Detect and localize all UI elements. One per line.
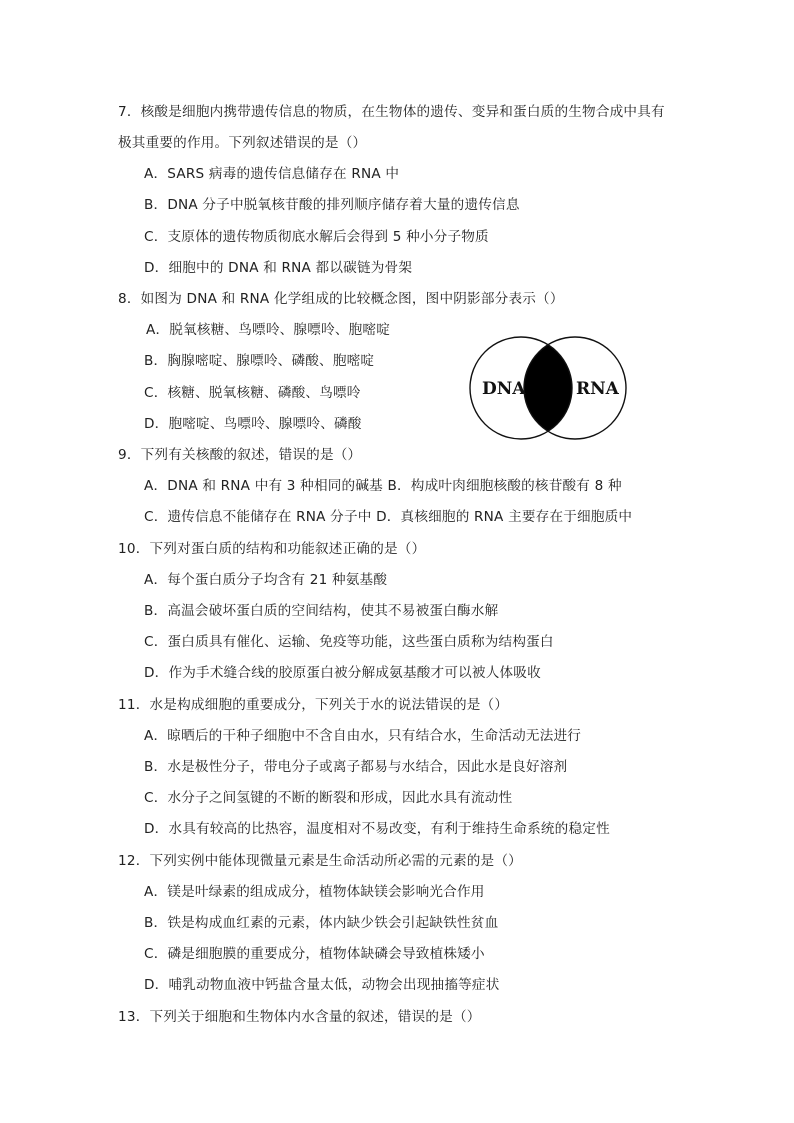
q11-option-c: C．水分子之间氢键的不断的断裂和形成，因此水具有流动性 <box>144 790 513 806</box>
q10-option-d: D．作为手术缝合线的胶原蛋白被分解成氨基酸才可以被人体吸收 <box>144 665 541 681</box>
q8-option-b: B．胸腺嘧啶、腺嘌呤、磷酸、胞嘧啶 <box>144 353 375 369</box>
q9-options-line-1: A．DNA 和 RNA 中有 3 种相同的碱基 B．构成叶肉细胞核酸的核苷酸有 8 种 <box>144 478 622 494</box>
dna-rna-venn-diagram <box>468 334 628 442</box>
q9-options-line-2: C．遗传信息不能储存在 RNA 分子中 D．真核细胞的 RNA 主要存在于细胞质中 <box>144 509 633 525</box>
rna-label: RNA <box>576 379 619 399</box>
q12-stem: 12．下列实例中能体现微量元素是生命活动所必需的元素的是（） <box>118 853 522 869</box>
q9-stem: 9．下列有关核酸的叙述，错误的是（） <box>118 447 362 463</box>
q10-option-c: C．蛋白质具有催化、运输、免疫等功能，这些蛋白质称为结构蛋白 <box>144 634 554 650</box>
q12-option-b: B．铁是构成血红素的元素，体内缺少铁会引起缺铁性贫血 <box>144 915 499 931</box>
q10-option-b: B．高温会破坏蛋白质的空间结构，使其不易被蛋白酶水解 <box>144 603 499 619</box>
q8-option-a: A．脱氧核糖、鸟嘌呤、腺嘌呤、胞嘧啶 <box>146 322 390 338</box>
q12-option-c: C．磷是细胞膜的重要成分，植物体缺磷会导致植株矮小 <box>144 946 485 962</box>
q8-option-c: C．核糖、脱氧核糖、磷酸、鸟嘌呤 <box>144 385 361 401</box>
q7-stem-line-2: 极其重要的作用。下列叙述错误的是（） <box>118 135 367 151</box>
q11-option-d: D．水具有较高的比热容，温度相对不易改变，有利于维持生命系统的稳定性 <box>144 821 610 837</box>
q10-stem: 10．下列对蛋白质的结构和功能叙述正确的是（） <box>118 541 426 557</box>
q7-option-b: B．DNA 分子中脱氧核苷酸的排列顺序储存着大量的遗传信息 <box>144 197 520 213</box>
q7-option-d: D．细胞中的 DNA 和 RNA 都以碳链为骨架 <box>144 260 413 276</box>
q8-stem: 8．如图为 DNA 和 RNA 化学组成的比较概念图，图中阴影部分表示（） <box>118 291 564 307</box>
q10-option-a: A．每个蛋白质分子均含有 21 种氨基酸 <box>144 572 388 588</box>
q11-stem: 11．水是构成细胞的重要成分，下列关于水的说法错误的是（） <box>118 697 509 713</box>
q8-option-d: D．胞嘧啶、鸟嘌呤、腺嘌呤、磷酸 <box>144 416 362 432</box>
q12-option-d: D．哺乳动物血液中钙盐含量太低，动物会出现抽搐等症状 <box>144 977 500 993</box>
q7-stem-line-1: 7．核酸是细胞内携带遗传信息的物质，在生物体的遗传、变异和蛋白质的生物合成中具有 <box>118 104 665 120</box>
q11-option-b: B．水是极性分子，带电分子或离子都易与水结合，因此水是良好溶剂 <box>144 759 568 775</box>
q7-option-c: C．支原体的遗传物质彻底水解后会得到 5 种小分子物质 <box>144 229 489 245</box>
dna-label: DNA <box>482 379 526 399</box>
q12-option-a: A．镁是叶绿素的组成成分，植物体缺镁会影响光合作用 <box>144 884 485 900</box>
q7-option-a: A．SARS 病毒的遗传信息储存在 RNA 中 <box>144 166 400 182</box>
q13-stem: 13．下列关于细胞和生物体内水含量的叙述，错误的是（） <box>118 1009 481 1025</box>
q11-option-a: A．晾晒后的干种子细胞中不含自由水，只有结合水，生命活动无法进行 <box>144 728 582 744</box>
